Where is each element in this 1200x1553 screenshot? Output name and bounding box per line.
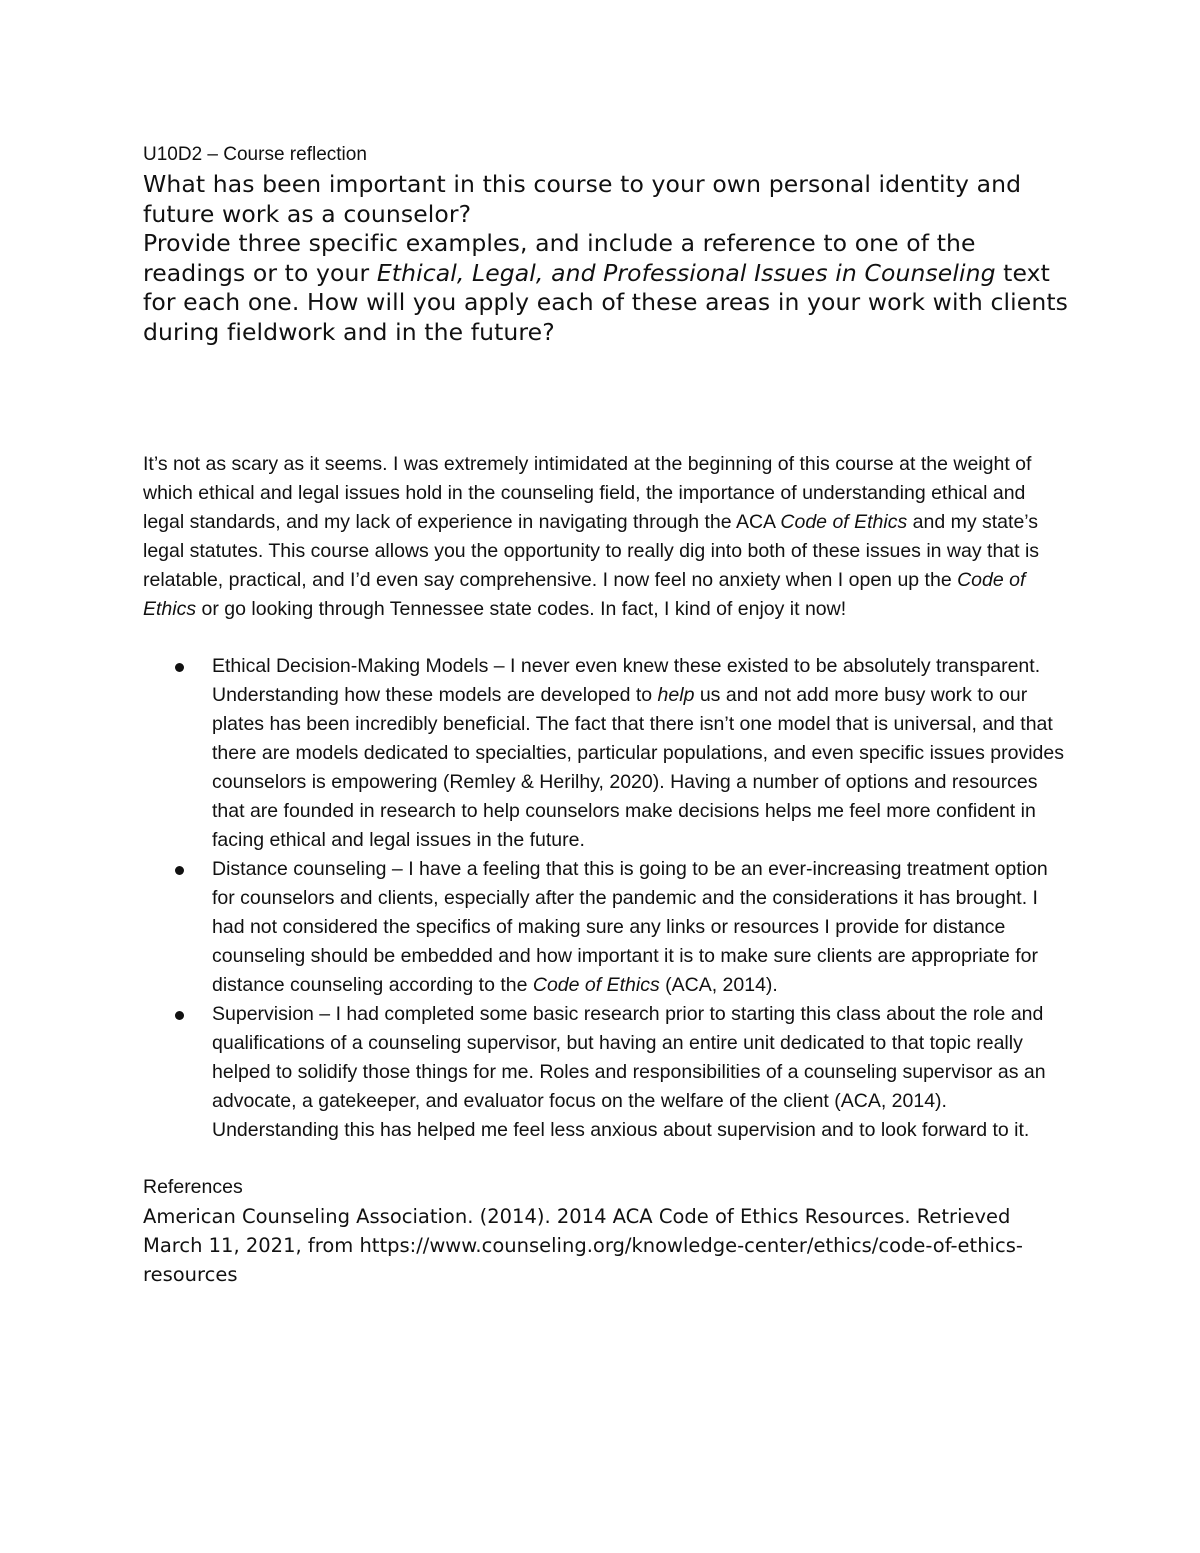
bullet-text: Ethical Decision-Making Models – I never even knew these existed to be absolutely transparent. Understanding how these models are developed to [212,655,1041,706]
intro-italic-1: Code of Ethics [780,511,908,533]
prompt-text-a: Provide three specific examples, and include a reference to one of the readings or to your [143,229,976,287]
prompt-instructions [143,229,1068,347]
references-heading: References [143,1176,243,1198]
prompt-text-b: text for each one. How will you apply each of these areas in your work with clients during fieldwork and in the future? [143,258,1068,346]
examples-list [143,652,1068,1145]
bullet-text: us and not add more busy work to our plates has been incredibly beneficial. The fact that there isn’t one model that is universal, and that there are models dedicated to specialties, particular populations, and even specific issues provides counselors is empowering (Remley & Herilhy, 2020). Having a number of options and resources that are founded in research to help counselors make decisions helps me feel more confident in facing ethical and legal issues in the future. [212,684,1064,851]
list-item [143,652,1068,855]
course-code-heading: U10D2 – Course reflection [143,144,367,165]
list-item [143,1000,1068,1145]
bullet-icon [175,866,184,875]
bullet-text: Distance counseling – I have a feeling that this is going to be an ever-increasing treatment option for counselors and clients, especially after the pandemic and the considerations it has brought. I had not considered the specifics of making sure any links or resources I provide for distance counseling should be embedded and how important it is to make sure clients are appropriate for distance counseling according to the [212,858,1048,996]
list-item [143,855,1068,1000]
bullet-icon [175,1011,184,1020]
intro-paragraph [143,450,1068,624]
document-page [143,140,1068,1289]
intro-italic-2: Code of Ethics [143,569,1026,620]
prompt-book-title: Ethical, Legal, and Professional Issues in Counseling [376,258,996,287]
bullet-italic: help [657,684,695,706]
intro-text-2: and my state’s legal statutes. This course allows you the opportunity to really dig into both of these issues in way that is relatable, practical, and I’d even say comprehensive. I now feel no anxiety when I open up the [143,511,1040,591]
intro-text-1: It’s not as scary as it seems. I was extremely intimidated at the beginning of this course at the weight of which ethical and legal issues hold in the counseling field, the importance of understanding ethical and legal standards, and my lack of experience in navigating through the ACA [143,453,1032,533]
bullet-icon [175,663,184,672]
prompt-question: What has been important in this course to your own personal identity and future work as a counselor? [143,170,1022,228]
bullet-text: (ACA, 2014). [659,974,778,996]
reference-entry: American Counseling Association. (2014). 2014 ACA Code of Ethics Resources. Retrieved March 11, 2021, from https://www.counseling.org/knowledge-center/ethics/code-of-ethics-resources [143,1205,1023,1286]
bullet-italic: Code of Ethics [532,974,660,996]
intro-text-3: or go looking through Tennessee state codes. In fact, I kind of enjoy it now! [196,598,847,620]
bullet-text: Supervision – I had completed some basic research prior to starting this class about the role and qualifications of a counseling supervisor, but having an entire unit dedicated to that topic really helped to solidify those things for me. Roles and responsibilities of a counseling supervisor as an advocate, a gatekeeper, and evaluator focus on the welfare of the client (ACA, 2014). Understanding this has helped me feel less anxious about supervision and to look forward to it. [212,1003,1046,1141]
